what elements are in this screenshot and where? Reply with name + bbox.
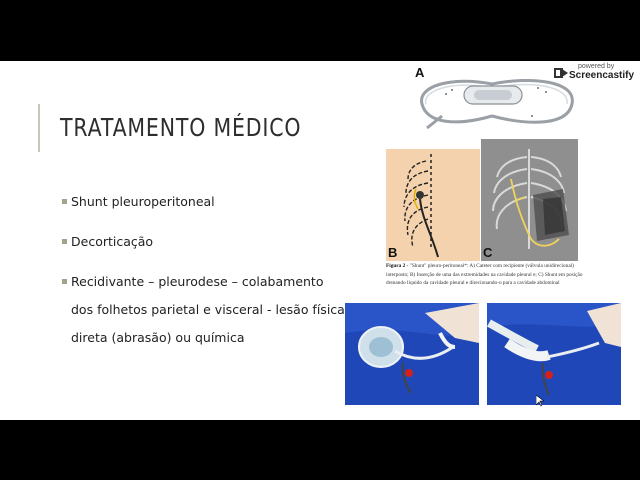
figure-label-a: A xyxy=(415,65,425,80)
screencastify-logo-icon xyxy=(554,66,568,80)
surgical-photo-2 xyxy=(487,303,621,405)
figure-panel-c xyxy=(481,139,578,261)
bullet-item: Recidivante – pleurodese – colabamento dos folhetos parietal e visceral - lesão física direta (abrasão) ou química xyxy=(62,268,347,352)
mouse-cursor-icon xyxy=(536,395,544,407)
figure-label-c: C xyxy=(483,245,493,260)
screencastify-watermark xyxy=(554,61,640,85)
presentation-slide xyxy=(0,61,640,420)
surgical-photo-1 xyxy=(345,303,479,405)
bullet-item: Shunt pleuroperitoneal xyxy=(62,188,347,216)
figure-panel-b xyxy=(386,139,480,261)
figure-label-b: B xyxy=(388,245,398,260)
shunt-in-position-illustration xyxy=(481,139,578,261)
bullet-item: Decorticação xyxy=(62,228,347,256)
figure-caption xyxy=(386,262,590,288)
slide-title: TRATAMENTO MÉDICO xyxy=(60,113,302,142)
title-accent-line xyxy=(38,104,40,152)
watermark-brand: Screencastify xyxy=(569,70,635,81)
figure-caption-text: "Shunt" pleuro-peritoneal*: A) Cateter com recipiente (válvula unidirecional) interposto; B) Inserção de uma das extremidades na cavidade pleural e; C) Shunt em posição drenando líquido da cavidade pleural e direcionando-o para a cavidade abdominal xyxy=(386,263,583,286)
bullet-list xyxy=(62,188,347,364)
figure-caption-lead: Figura 2 - xyxy=(386,263,409,269)
chest-shunt-insertion-illustration xyxy=(386,139,480,261)
watermark-powered-by: powered by xyxy=(578,63,615,70)
